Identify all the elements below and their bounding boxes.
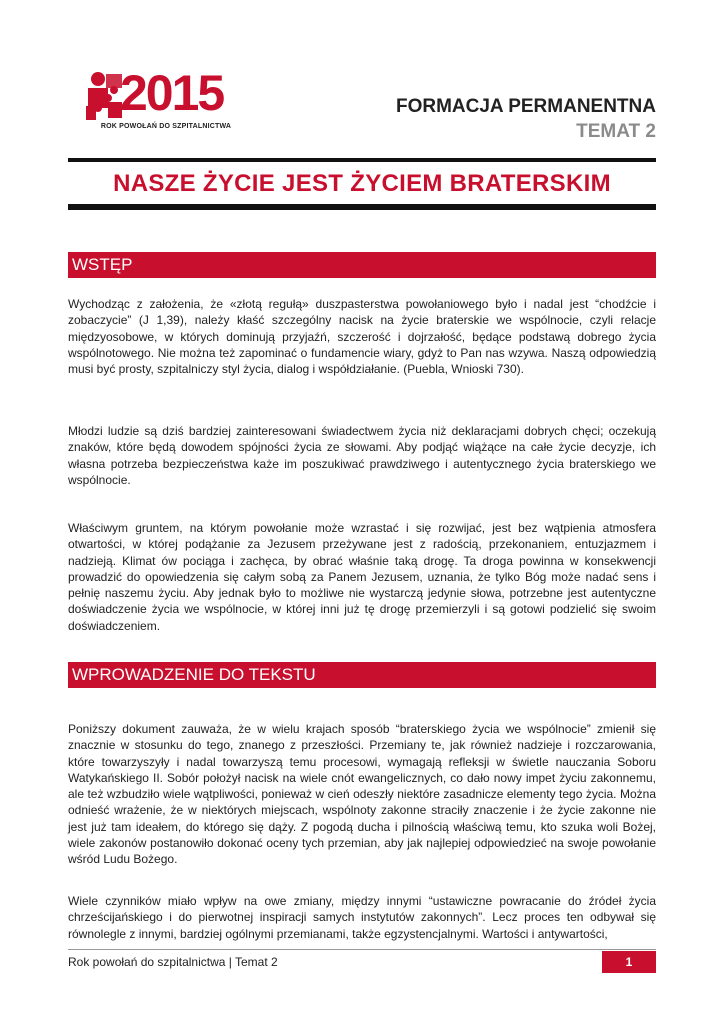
footer-rule: [68, 949, 656, 950]
logo-year: 2015: [120, 65, 224, 121]
footer-text: Rok powołań do szpitalnictwa | Temat 2: [68, 955, 278, 969]
series-header: [396, 95, 656, 145]
paragraph: Właściwym gruntem, na którym powołanie może wzrastać i się rozwijać, jest bez wątpienia atmosfera otwartości, w której podążanie za Jezusem przeżywane jest z radością, przekonaniem, entuzjazmem i nadzieją. Klimat ów pociąga i zachęca, by obrać właśnie taką drogę. Ta droga powinna w konsekwencji prowadzić do opowiedzenia się całym sobą za Panem Jezusem, uznania, że tylko Bóg może nadać sens i pełnię naszemu życiu. Aby jednak było to możliwe nie wystarczą jedynie słowa, potrzebne jest autentyczne doświadczenie życia we wspólnocie, w której inni już tę drogę przemierzyli i są gotowi podzielić się swoim doświadczeniem.: [68, 521, 656, 633]
title-rule-top: [68, 158, 656, 162]
page-number: 1: [602, 951, 656, 973]
title-rule-bottom: [68, 204, 656, 210]
paragraph: Wychodząc z założenia, że «złotą regułą» duszpasterstwa powołaniowego było i nadal jest “chodźcie i zobaczycie” (J 1,39), należy kłaść szczególny nacisk na życie braterskie we wspólnocie, czyli relacje międzyosobowe, w których dominują przyjaźń, szczerość i dojrzałość, będące podstawą dobrego życia wspólnotowego. Nie można też zapominać o fundamencie wiary, gdyż to Pan nas wzywa. Naszą odpowiedzią musi być prosty, szpitalniczy styl życia, dialog i współdziałanie. (Puebla, Wnioski 730).: [68, 297, 656, 377]
page-title: NASZE ŻYCIE JEST ŻYCIEM BRATERSKIM: [113, 170, 611, 197]
section-heading-intro: WSTĘP: [68, 252, 656, 278]
paragraph: Wiele czynników miało wpływ na owe zmiany, między innymi “ustawiczne powracanie do źródeł życia chrześcijańskiego i do pierwotnej inspiracji samych instytutów zakonnych”. Lecz proces ten odbywał się równolegle z innymi, bardziej ogólnymi przemianami, także egzystencjalnymi. Wartości i antywartości,: [68, 894, 656, 941]
section-heading-introduction-to-text: WPROWADZENIE DO TEKSTU: [68, 662, 656, 688]
paragraph: Młodzi ludzie są dziś bardziej zainteresowani świadectwem życia niż deklaracjami dobrych chęci; oczekują znaków, które będą dowodem spójności życia ze słowami. Aby podjąć wiążące na całe życie decyzje, ich własna potrzeba bezpieczeństwa każe im poszukiwać prawdziwego i autentycznego życia braterskiego we wspólnocie.: [68, 424, 656, 487]
topic-label: TEMAT 2: [576, 121, 656, 142]
series-title: FORMACJA PERMANENTNA: [395, 96, 656, 117]
logo-subtitle: ROK POWOŁAŃ DO SZPITALNICTWA: [100, 123, 232, 130]
paragraph: Poniższy dokument zauważa, że w wielu krajach sposób “braterskiego życia we wspólnocie” zmienił się znacznie w stosunku do tego, znanego z przeszłości. Przemiany te, jak również nadzieje i rozczarowania, które towarzyszyły i nadal towarzyszą temu procesowi, wymagają refleksji w świetle nauczania Soboru Watykańskiego II. Sobór położył nacisk na wiele cnót ewangelicznych, co dało nowy impet życiu zakonnemu, ale też wzbudziło wiele wątpliwości, ponieważ w cień odeszły niektóre zasadnicze elementy tego życia. Można odnieść wrażenie, że w niektórych miejscach, wspólnoty zakonne straciły znaczenie i że życie zakonne nie jest już tam ideałem, do którego się dąży. Z pogodą ducha i pilnością właściwą temu, kto szuka woli Bożej, wiele zakonów postanowiło dokonać oceny tych przemian, aby jak najlepiej odpowiedzieć na swoje powołanie wśród Ludu Bożego.: [68, 722, 656, 867]
logo: [84, 65, 248, 134]
